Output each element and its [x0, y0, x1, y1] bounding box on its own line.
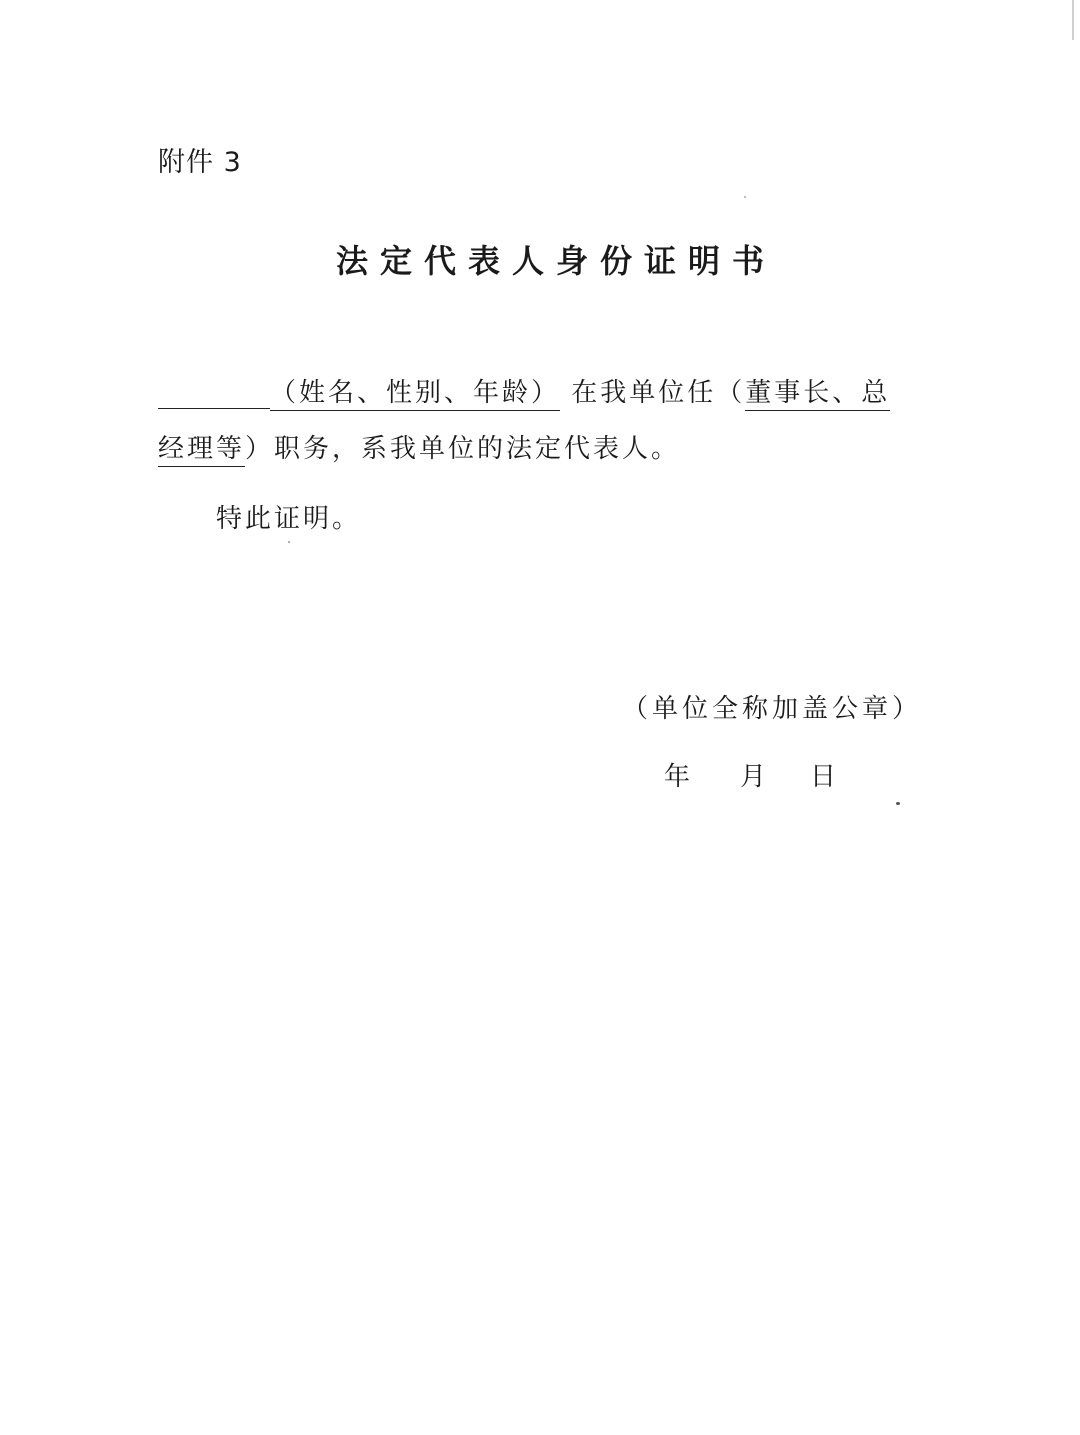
statement-end: ）职务，系我单位的法定代表人。: [245, 434, 681, 464]
page-edge: [1072, 0, 1074, 40]
position-placeholder-part2: 经理等: [158, 434, 245, 467]
scan-speck: [744, 196, 746, 198]
seal-note: （单位全称加盖公章）: [622, 694, 923, 724]
statement-middle: 在我单位任（: [560, 378, 746, 408]
statement-line-1: [158, 372, 890, 409]
document-title: 法定代表人身份证明书: [336, 242, 777, 280]
statement-line-2: [158, 428, 680, 465]
date-day: 日: [810, 762, 837, 792]
certify-text: 特此证明。: [216, 504, 362, 534]
date-month: 月: [740, 762, 767, 792]
name-blank: [158, 378, 270, 409]
scan-speck: [896, 802, 900, 805]
date-year: 年: [664, 762, 691, 792]
position-placeholder-part1: 董事长、总: [745, 378, 890, 411]
attachment-label: 附件 3: [158, 147, 242, 178]
personal-info-placeholder: （姓名、性别、年龄）: [270, 378, 560, 411]
scan-speck: [288, 541, 290, 543]
